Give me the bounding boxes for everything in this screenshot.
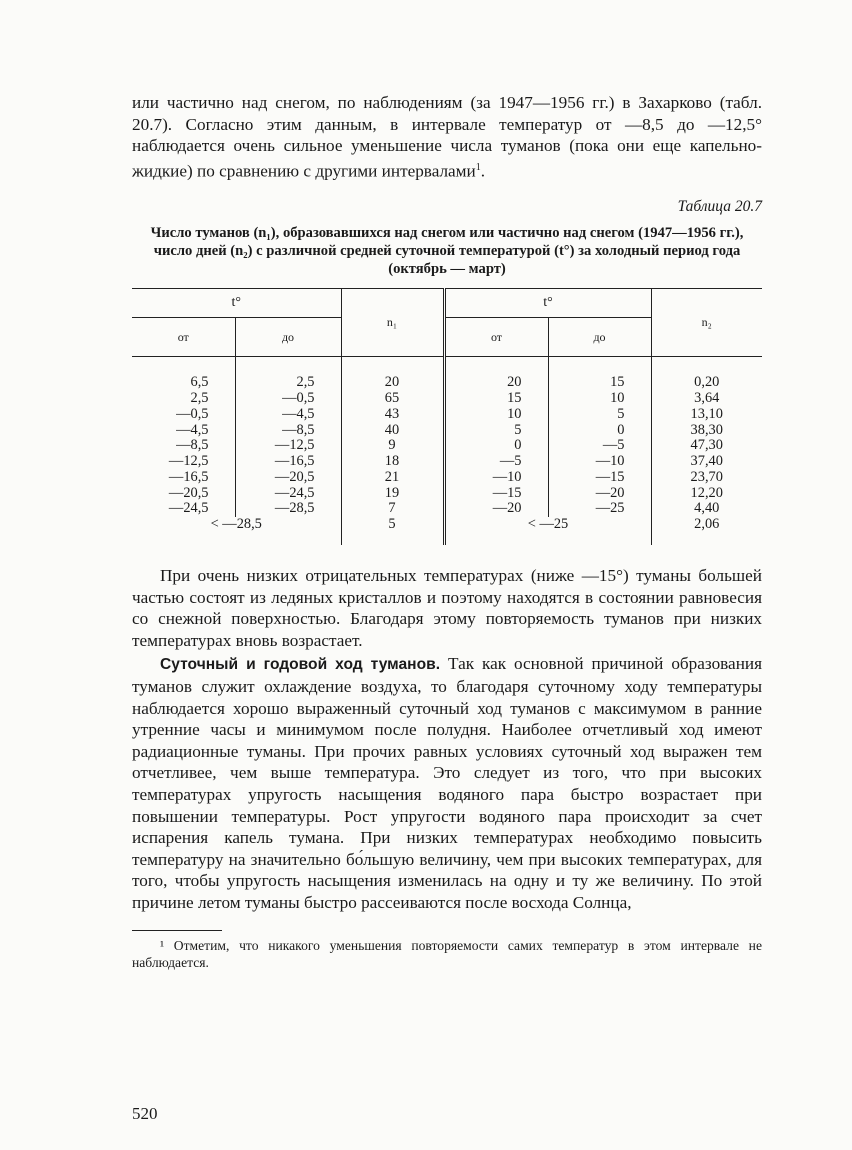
- header-t-left: t°: [132, 289, 341, 318]
- table-row: [132, 517, 762, 545]
- cell-n2: 23,70: [690, 468, 723, 485]
- cell-n2: 12,20: [690, 484, 723, 501]
- cell-n1: 7: [341, 501, 444, 517]
- table-body: [132, 357, 762, 545]
- section-heading: Суточный и годовой ход туманов.: [160, 656, 441, 674]
- cell-right-from: 10: [444, 407, 548, 423]
- table-row: [132, 438, 762, 454]
- cell-n1: 43: [341, 407, 444, 423]
- paragraph-intro: или частично над снегом, по наблюдениям (за 1947—1956 гг.) в Захарково (табл. 20.7). Согласно этим данным, в интервале температур от —8,5 до —12,5° наблюдается очень сильное уменьшение числа туманов (пока они еще капельно-жидкие) по сравнению с другими интервалами$^1$.: [132, 93, 762, 181]
- cell-n2: 47,30: [690, 437, 723, 454]
- cell-n2: 0,20: [694, 374, 720, 391]
- cell-right-to: 10: [548, 391, 651, 407]
- cell-n1: 40: [341, 423, 444, 439]
- cell-right-from: 15: [444, 391, 548, 407]
- cell-n2: 13,10: [690, 405, 723, 422]
- cell-right-to: —25: [548, 501, 651, 517]
- cell-right-to: —15: [548, 470, 651, 486]
- cell-n2: 2,06: [694, 516, 720, 533]
- cell-left-from: —20,5: [132, 486, 235, 502]
- cell-right-from: —15: [444, 486, 548, 502]
- cell-right-to: —10: [548, 454, 651, 470]
- cell-n2: 37,40: [690, 453, 723, 470]
- table-row: [132, 501, 762, 517]
- cell-left-from: —12,5: [132, 454, 235, 470]
- cell-right-to: —5: [548, 438, 651, 454]
- footnote: ¹ Отметим, что никакого уменьшения повторяемости самих температур в этом интервале не наблюдается.: [132, 937, 762, 970]
- paragraph-low-temps: При очень низких отрицательных температурах (ниже —15°) туманы большей частью состоят из ледяных кристаллов и поэтому находятся в состоянии равновесия со снежной поверхностью. Благодаря этому повторяемость туманов при низких температурах вновь возрастает.: [132, 566, 762, 650]
- cell-n1: 21: [341, 470, 444, 486]
- data-table: [132, 288, 762, 545]
- cell-left-to: 2,5: [235, 357, 341, 391]
- cell-left-to: —0,5: [235, 391, 341, 407]
- paragraph-daily-course-text: Так как основной причиной образования туманов служит охлаждение воздуха, то благодаря суточному ходу температуры наблюдается хорошо выраженный суточный ход туманов с максимумом в ранние утренние часы и минимумом после полудня. Наиболее отчетливый ход имеют радиационные туманы. При прочих равных условиях суточный ход выражен тем отчетливее, чем выше температура. Это следует из того, что при высоких температурах упругость насыщения водяного пара быстро возрастает при повышении температуры. Рост упругости водяного пара происходит за счет испарения капель тумана. При низких температурах необходимо повысить температуру на значительно бо́льшую величину, чем при высоких температурах, для того, чтобы упругость насыщения изменилась на одну и ту же величину. По этой причине летом туманы быстро рассеиваются после восхода Солнца,: [132, 654, 762, 912]
- cell-right-to: 0: [548, 423, 651, 439]
- cell-n2: 4,40: [694, 500, 720, 517]
- header-t-right: t°: [444, 289, 651, 318]
- cell-left-to: —20,5: [235, 470, 341, 486]
- table-label: Таблица 20.7: [677, 198, 762, 216]
- cell-right-from: —10: [444, 470, 548, 486]
- cell-left-last: < —28,5: [132, 517, 341, 545]
- table-row: [132, 357, 762, 391]
- paragraph-daily-course: [132, 653, 762, 913]
- page-number: 520: [132, 1104, 158, 1123]
- header-n1: n₁: [341, 289, 444, 357]
- cell-n1: 20: [341, 357, 444, 391]
- footnote-ref: 1: [475, 161, 481, 173]
- cell-left-to: —16,5: [235, 454, 341, 470]
- header-to-left: до: [235, 318, 341, 357]
- cell-right-to: 15: [548, 357, 651, 391]
- table-row: [132, 391, 762, 407]
- header-to-right: до: [548, 318, 651, 357]
- footnote-divider: [132, 930, 222, 931]
- cell-right-from: 5: [444, 423, 548, 439]
- cell-n1: 5: [341, 517, 444, 545]
- table-caption: Число туманов (n₁), образовавшихся над снегом или частично над снегом (1947—1956 гг.), число дней (n₂) с различной средней суточной температурой (t°) за холодный период года (октябрь — март): [150, 225, 744, 278]
- cell-n1: 65: [341, 391, 444, 407]
- table-row: [132, 423, 762, 439]
- cell-left-to: —4,5: [235, 407, 341, 423]
- table-row: [132, 470, 762, 486]
- cell-left-from: —8,5: [132, 438, 235, 454]
- paragraph-intro-text: или частично над снегом, по наблюдениям (за 1947—1956 гг.) в Захарково (табл. 20.7). Согласно этим данным, в интервале температур от —8,5 до —12,5° наблюдается очень сильное уменьшение числа туманов (пока они еще капельно-жидкие) по сравнению с другими интервалами: [132, 93, 762, 181]
- cell-n2: 3,64: [694, 389, 720, 406]
- cell-right-from: 0: [444, 438, 548, 454]
- header-from-left: от: [132, 318, 235, 357]
- cell-right-from: —5: [444, 454, 548, 470]
- page-body: [132, 92, 762, 971]
- cell-left-from: 6,5: [132, 357, 235, 391]
- table-row: [132, 486, 762, 502]
- cell-right-to: 5: [548, 407, 651, 423]
- header-n2: n₂: [651, 289, 762, 357]
- cell-left-to: —24,5: [235, 486, 341, 502]
- header-from-right: от: [444, 318, 548, 357]
- cell-n1: 9: [341, 438, 444, 454]
- cell-n1: 19: [341, 486, 444, 502]
- cell-right-to: —20: [548, 486, 651, 502]
- cell-n2: 38,30: [690, 421, 723, 438]
- table-row: [132, 407, 762, 423]
- cell-left-from: —0,5: [132, 407, 235, 423]
- cell-right-from: 20: [444, 357, 548, 391]
- table-row: [132, 454, 762, 470]
- cell-n1: 18: [341, 454, 444, 470]
- cell-right-from: —20: [444, 501, 548, 517]
- cell-left-from: 2,5: [132, 391, 235, 407]
- cell-left-from: —24,5: [132, 501, 235, 517]
- cell-left-from: —4,5: [132, 423, 235, 439]
- cell-right-last: < —25: [444, 517, 651, 545]
- cell-left-to: —12,5: [235, 438, 341, 454]
- cell-left-to: —8,5: [235, 423, 341, 439]
- cell-left-to: —28,5: [235, 501, 341, 517]
- cell-left-from: —16,5: [132, 470, 235, 486]
